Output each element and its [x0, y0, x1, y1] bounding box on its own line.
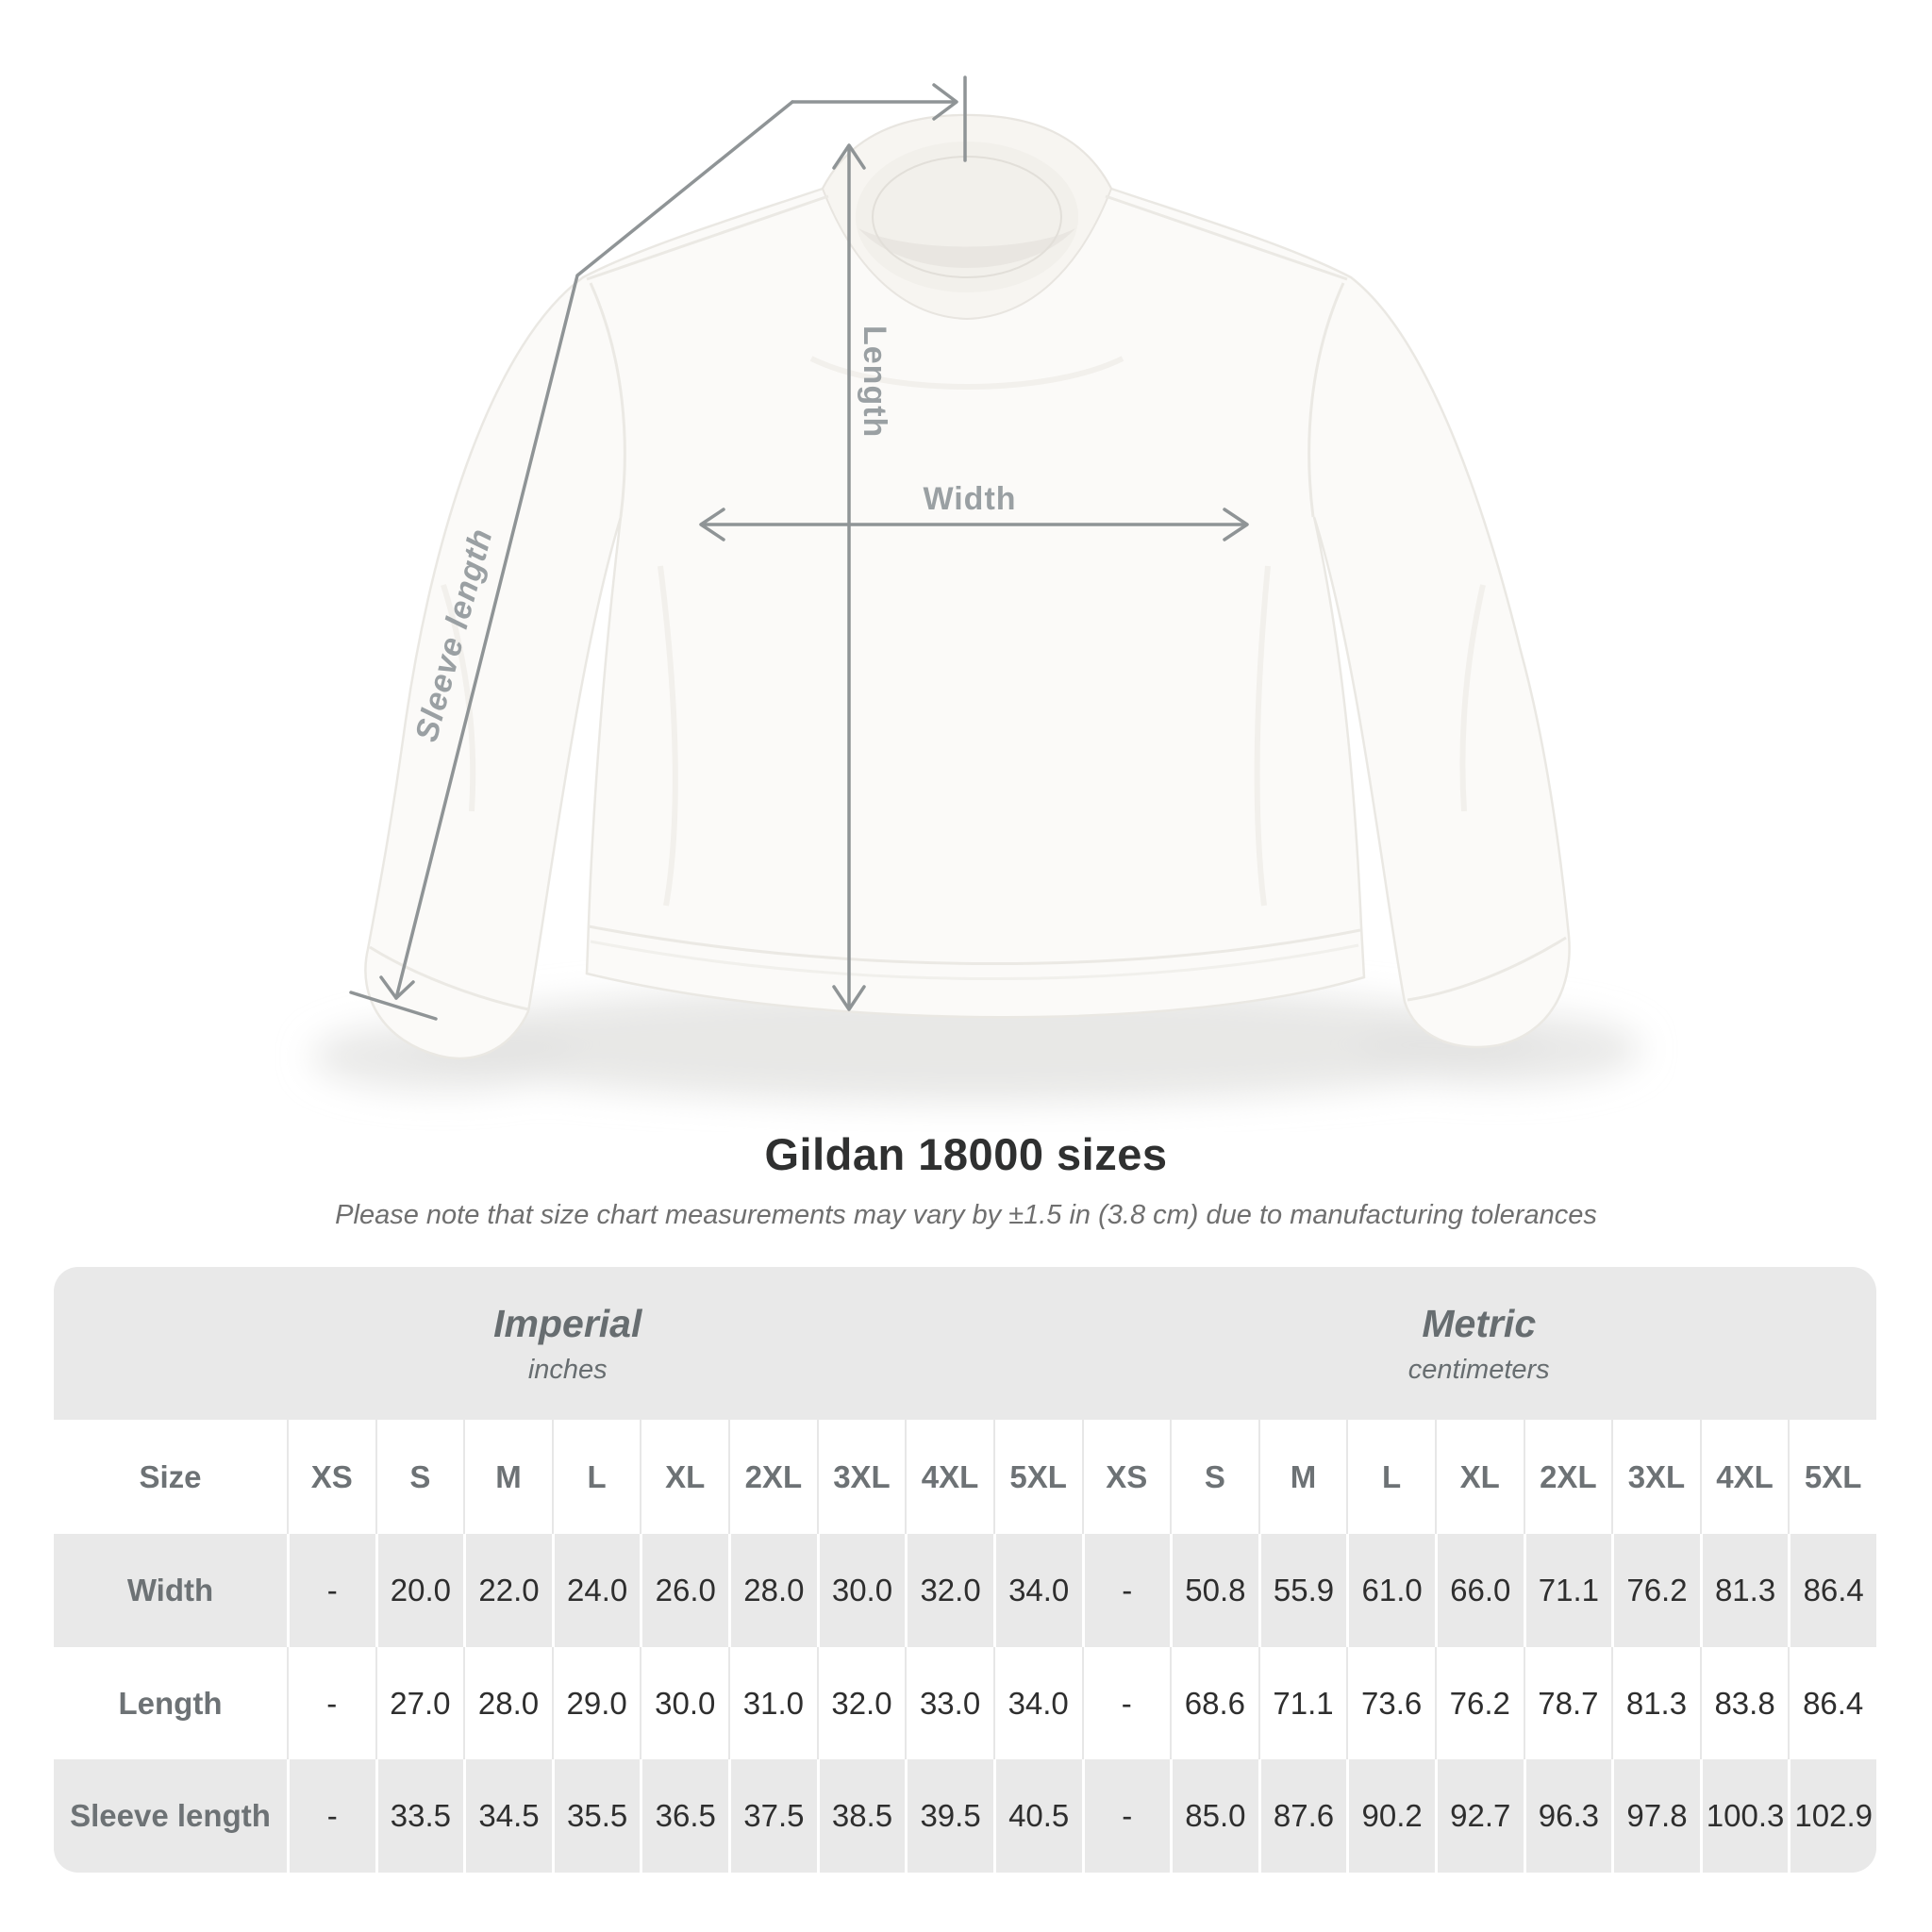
page-subtitle: Please note that size chart measurements may vary by ±1.5 in (3.8 cm) due to manufacturing tolerances [335, 1200, 1597, 1230]
value-cell: 35.5 [552, 1759, 641, 1873]
value-cell: 78.7 [1524, 1647, 1612, 1759]
value-cell: 55.9 [1258, 1534, 1347, 1647]
size-header-metric-m: M [1258, 1420, 1347, 1534]
value-cell: 71.1 [1524, 1534, 1612, 1647]
value-cell: 20.0 [375, 1534, 464, 1647]
imperial-section-unit: inches [527, 1354, 608, 1385]
value-cell: 61.0 [1346, 1534, 1435, 1647]
value-cell: 37.5 [728, 1759, 817, 1873]
value-cell: 92.7 [1435, 1759, 1524, 1873]
value-cell: 83.8 [1700, 1647, 1789, 1759]
size-header-metric-4xl: 4XL [1700, 1420, 1789, 1534]
size-header-imperial-xs: XS [287, 1420, 375, 1534]
value-cell: - [1082, 1759, 1171, 1873]
value-cell: 81.3 [1700, 1534, 1789, 1647]
size-column-header: Size [54, 1420, 287, 1534]
value-cell: 73.6 [1346, 1647, 1435, 1759]
value-cell: 22.0 [463, 1534, 552, 1647]
value-cell: 40.5 [993, 1759, 1082, 1873]
size-header-imperial-4xl: 4XL [905, 1420, 993, 1534]
value-cell: 38.5 [817, 1759, 906, 1873]
imperial-section-header [54, 1267, 1082, 1420]
page-title: Gildan 18000 sizes [764, 1129, 1168, 1179]
value-cell: 76.2 [1611, 1534, 1700, 1647]
value-cell: 81.3 [1611, 1647, 1700, 1759]
size-header-imperial-m: M [463, 1420, 552, 1534]
value-cell: - [287, 1647, 375, 1759]
size-header-metric-s: S [1170, 1420, 1258, 1534]
value-cell: 24.0 [552, 1534, 641, 1647]
size-table [54, 1267, 1876, 1873]
size-header-imperial-l: L [552, 1420, 641, 1534]
row-label-cell: Width [54, 1534, 287, 1647]
value-cell: 100.3 [1700, 1759, 1789, 1873]
value-cell: 34.5 [463, 1759, 552, 1873]
value-cell: 87.6 [1258, 1759, 1347, 1873]
value-cell: 36.5 [640, 1759, 728, 1873]
size-header-imperial-2xl: 2XL [728, 1420, 817, 1534]
size-header-metric-3xl: 3XL [1611, 1420, 1700, 1534]
row-label-cell: Length [54, 1647, 287, 1759]
size-header-metric-5xl: 5XL [1788, 1420, 1876, 1534]
value-cell: 71.1 [1258, 1647, 1347, 1759]
sleeve-length-label: Sleeve length [408, 525, 500, 746]
width-label: Width [923, 481, 1017, 517]
row-label-cell: Sleeve length [54, 1759, 287, 1873]
size-header-imperial-s: S [375, 1420, 464, 1534]
size-header-metric-2xl: 2XL [1524, 1420, 1612, 1534]
size-header-imperial-xl: XL [640, 1420, 728, 1534]
size-header-metric-xl: XL [1435, 1420, 1524, 1534]
value-cell: 30.0 [640, 1647, 728, 1759]
value-cell: 66.0 [1435, 1534, 1524, 1647]
value-cell: 50.8 [1170, 1534, 1258, 1647]
value-cell: 28.0 [728, 1534, 817, 1647]
sweatshirt-illustration [365, 115, 1569, 1058]
metric-section-header [1082, 1267, 1877, 1420]
metric-section-title: Metric [1422, 1301, 1537, 1345]
size-header-metric-l: L [1346, 1420, 1435, 1534]
value-cell: 68.6 [1170, 1647, 1258, 1759]
value-cell: 86.4 [1788, 1647, 1876, 1759]
value-cell: 34.0 [993, 1534, 1082, 1647]
value-cell: 31.0 [728, 1647, 817, 1759]
value-cell: 90.2 [1346, 1759, 1435, 1873]
imperial-section-title: Imperial [493, 1301, 642, 1345]
size-header-imperial-3xl: 3XL [817, 1420, 906, 1534]
value-cell: 28.0 [463, 1647, 552, 1759]
value-cell: 33.5 [375, 1759, 464, 1873]
length-label: Length [857, 325, 892, 439]
value-cell: 86.4 [1788, 1534, 1876, 1647]
value-cell: - [1082, 1534, 1171, 1647]
value-cell: 27.0 [375, 1647, 464, 1759]
value-cell: 32.0 [905, 1534, 993, 1647]
value-cell: - [287, 1759, 375, 1873]
metric-section-unit: centimeters [1407, 1354, 1550, 1385]
value-cell: 34.0 [993, 1647, 1082, 1759]
value-cell: 26.0 [640, 1534, 728, 1647]
size-header-metric-xs: XS [1082, 1420, 1171, 1534]
value-cell: - [287, 1534, 375, 1647]
value-cell: 29.0 [552, 1647, 641, 1759]
size-header-imperial-5xl: 5XL [993, 1420, 1082, 1534]
value-cell: 102.9 [1788, 1759, 1876, 1873]
value-cell: 33.0 [905, 1647, 993, 1759]
value-cell: 85.0 [1170, 1759, 1258, 1873]
value-cell: 39.5 [905, 1759, 993, 1873]
value-cell: 32.0 [817, 1647, 906, 1759]
value-cell: 97.8 [1611, 1759, 1700, 1873]
value-cell: 96.3 [1524, 1759, 1612, 1873]
value-cell: 76.2 [1435, 1647, 1524, 1759]
value-cell: 30.0 [817, 1534, 906, 1647]
value-cell: - [1082, 1647, 1171, 1759]
